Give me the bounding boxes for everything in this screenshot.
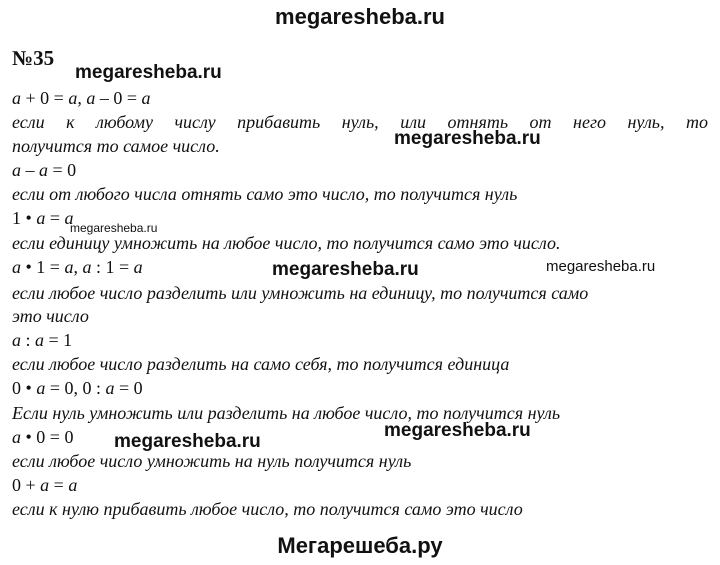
formula-line: a – a = 0	[12, 160, 77, 180]
watermark: megaresheba.ru	[75, 62, 222, 83]
formula-line: 0 + a = a	[12, 475, 78, 495]
watermark: megaresheba.ru	[384, 420, 531, 441]
watermark: megaresheba.ru	[70, 221, 158, 235]
problem-number: №35	[12, 46, 55, 70]
rule-line: если любое число умножить на нуль получится нуль	[12, 451, 412, 471]
watermark: megaresheba.ru	[114, 431, 261, 452]
formula-line: a + 0 = a, a – 0 = a	[12, 88, 151, 108]
rule-line: Если нуль умножить или разделить на любое число, то получится нуль	[12, 403, 561, 423]
rule-line: если единицу умножить на любое число, то получится само это число.	[12, 233, 561, 253]
header-watermark: megaresheba.ru	[275, 4, 445, 29]
footer-watermark: Мегарешеба.ру	[277, 533, 443, 558]
formula-line: a • 1 = a, a : 1 = a	[12, 257, 143, 277]
rule-line: если любое число разделить или умножить на единицу, то получится само	[12, 283, 589, 303]
rule-line: получится то самое число.	[12, 136, 220, 156]
watermark: megaresheba.ru	[546, 258, 656, 275]
rule-line: это число	[12, 306, 89, 326]
formula-line: a • 0 = 0	[12, 427, 74, 447]
rule-line: если к нулю прибавить любое число, то получится само это число	[12, 499, 523, 519]
formula-line: 1 • a = a	[12, 208, 74, 228]
rule-line: если от любого числа отнять само это число, то получится нуль	[12, 184, 518, 204]
rule-line: если любое число разделить на само себя, то получится единица	[12, 354, 510, 374]
watermark: megaresheba.ru	[394, 128, 541, 149]
formula-line: 0 • a = 0, 0 : a = 0	[12, 378, 143, 398]
rule-line: если к любому числу прибавить нуль, или отнять от него нуль, то	[12, 112, 708, 132]
watermark: megaresheba.ru	[272, 259, 419, 280]
formula-line: a : a = 1	[12, 330, 73, 350]
